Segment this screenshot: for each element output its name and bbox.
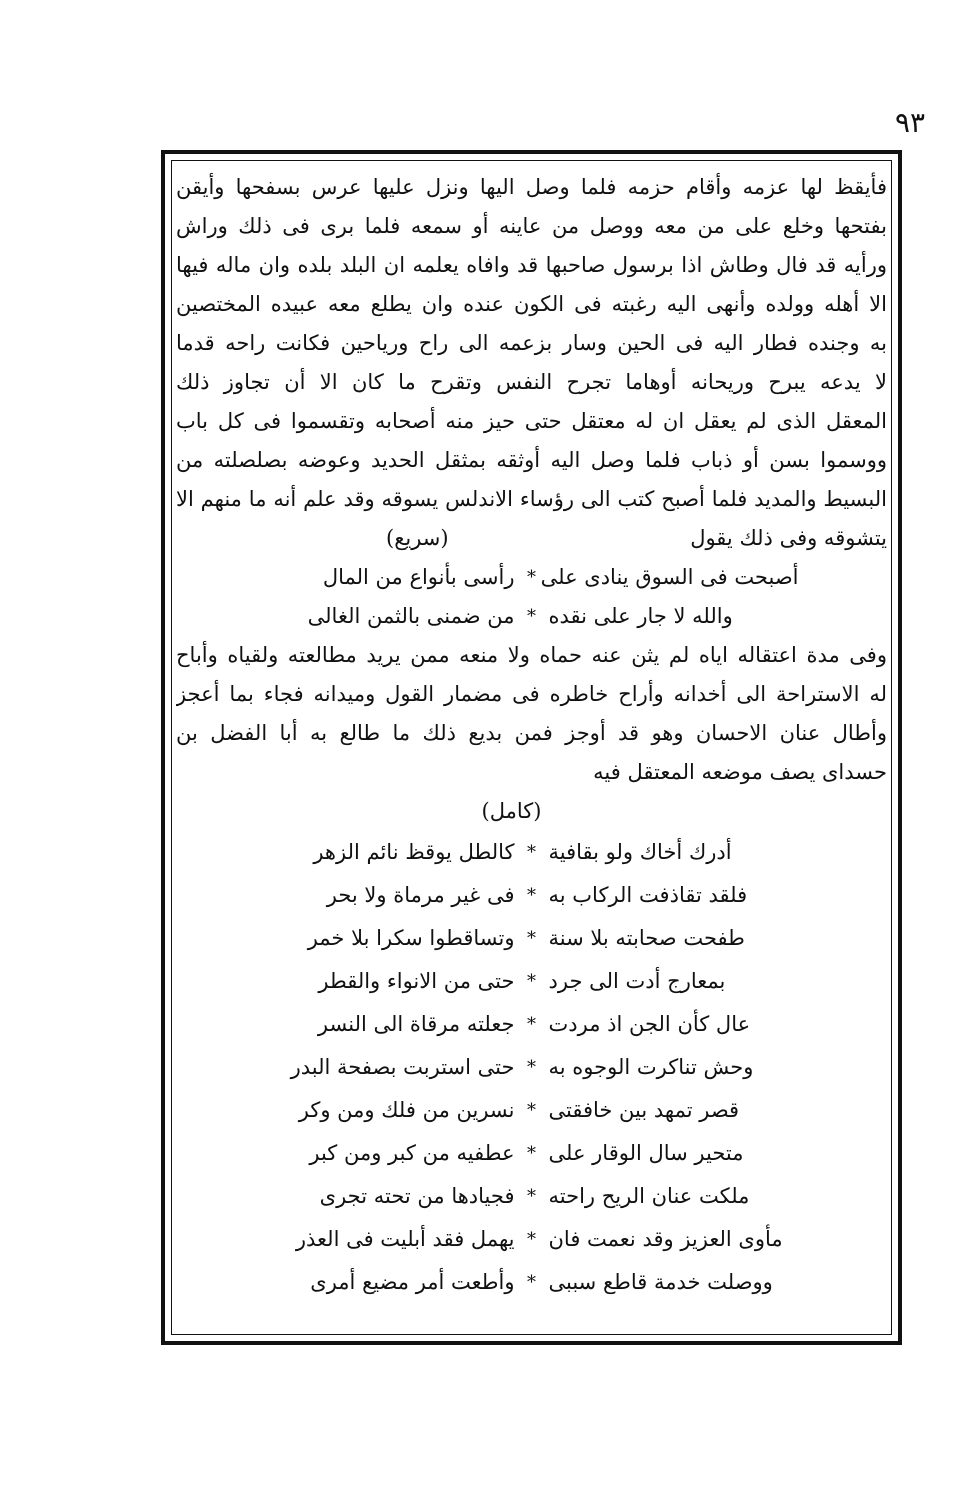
verse-separator: *	[527, 928, 536, 949]
meter-label: (كامل)	[481, 799, 542, 823]
verse-second-hemistich: كالطل يوقظ نائم الزهر	[313, 840, 515, 864]
verse	[176, 1218, 887, 1261]
verse-second-hemistich: وأطعت أمر مضيع أمرى	[310, 1270, 515, 1294]
meter-label: (سريع)	[386, 526, 449, 550]
prose-line: بفتحها وخلع على من معه ووصل من عاينه أو سمعه فلما برى فى ذلك وراش	[176, 214, 887, 238]
verse	[176, 874, 887, 917]
verse-first-hemistich: قصر تمهد بين خافقتى	[548, 1098, 740, 1122]
verse	[176, 1046, 887, 1089]
verse-second-hemistich: جعلته مرقاة الى النسر	[317, 1012, 515, 1036]
verse-separator: *	[527, 1100, 536, 1121]
verse-first-hemistich: مأوى العزيز وقد نعمت فان	[548, 1227, 783, 1251]
verse-second-hemistich: حتى استربت بصفحة البدر	[290, 1055, 515, 1079]
verse-separator: *	[527, 1186, 536, 1207]
verse-first-hemistich: أصبحت فى السوق ينادى على	[540, 565, 799, 589]
verse	[176, 831, 887, 874]
verse-second-hemistich: عطفيه من كبر ومن كبر	[309, 1141, 515, 1165]
text-block	[168, 158, 895, 1338]
verse	[176, 1089, 887, 1132]
verse-separator: *	[527, 567, 536, 588]
prose-line: به وجنده فطار اليه فى الحين وسار بزعمه الى راح ورياحين فكانت راحه قدما	[176, 331, 887, 355]
verse-separator: *	[527, 1014, 536, 1035]
verse-second-hemistich: فى غير مرماة ولا بحر	[326, 883, 515, 907]
verse-first-hemistich: وحش تناكرت الوجوه به	[548, 1055, 754, 1079]
prose-line: الا أهله وولده وأنهى اليه رغبته فى الكون عنده وان يطلع معه عبيده المختصين	[176, 292, 887, 316]
verse	[176, 1003, 887, 1046]
verse	[176, 960, 887, 1003]
prose-line: ورأيه قد فال وطاش اذا برسول صاحبها قد وافاه يعلمه ان البلد بلده وان ماله فيها	[176, 253, 887, 277]
verse	[176, 1132, 887, 1175]
verse-separator: *	[527, 1143, 536, 1164]
verse	[176, 1261, 887, 1304]
verse-second-hemistich: يهمل فقد أبليت فى العذر	[295, 1227, 515, 1251]
verse-separator: *	[527, 1229, 536, 1250]
prose-line: البسيط والمديد فلما أصبح كتب الى رؤساء الاندلس يسوقه وقد علم أنه ما منهم الا	[176, 487, 887, 511]
verse-separator: *	[527, 885, 536, 906]
verse-second-hemistich: رأسى بأنواع من المال	[322, 565, 515, 589]
verse	[176, 1175, 887, 1218]
prose-line: لا يدعه يبرح وريحانه أوهاما تجرح النفس وتقرح ما كان الا أن تجاوز ذلك	[176, 370, 887, 394]
prose-line: فأيقظ لها عزمه وأقام حزمه فلما وصل اليها ونزل عليها عرس بسفحها وأيقن	[176, 175, 887, 199]
verse-separator: *	[527, 1272, 536, 1293]
prose-line: ووسموا بسن أو ذباب فلما وصل اليه أوثقه بمثقل الحديد وعوضه بصلصلته من	[176, 448, 887, 472]
page-number: ٩٣	[895, 106, 926, 139]
prose-line: المعقل الذى لم يعقل ان له معتقل حتى حيز منه أصحابه وتقسموا فى كل باب	[176, 409, 887, 433]
verse-second-hemistich: من ضمنى بالثمن الغالى	[307, 604, 515, 628]
verse-second-hemistich: حتى من الانواء والقطر	[318, 969, 515, 993]
verse-separator: *	[527, 842, 536, 863]
verse-second-hemistich: وتساقطوا سكرا بلا خمر	[307, 926, 515, 950]
prose-line-end: يتشوقه وفى ذلك يقول	[690, 526, 887, 550]
verse-first-hemistich: متحير سال الوقار على	[548, 1141, 744, 1165]
prose-line: وأطال عنان الاحسان وهو قد أوجز فمن بديع ذلك ما طالع به أبا الفضل بن	[176, 721, 887, 745]
prose-line-with-meter	[176, 519, 887, 558]
verse-separator: *	[527, 971, 536, 992]
verse-first-hemistich: أدرك أخاك ولو بقافية	[548, 840, 732, 864]
verse-first-hemistich: عال كأن الجن اذ مردت	[548, 1012, 751, 1036]
verse-first-hemistich: ملكت عنان الريح راحته	[548, 1184, 750, 1208]
prose-line: وفى مدة اعتقاله اياه لم يثن عنه حماه ولا منعه ممن يريد مطالعته ولقياه وأباح	[176, 643, 887, 667]
verse-separator: *	[527, 1057, 536, 1078]
verse-first-hemistich: ووصلت خدمة قاطع سببى	[548, 1270, 773, 1294]
verse-first-hemistich: طفحت صحابته بلا سنة	[548, 926, 745, 950]
verse-first-hemistich: فلقد تقاذفت الركاب به	[548, 883, 748, 907]
prose-line-short: حسداى يصف موضعه المعتقل فيه	[593, 760, 887, 784]
verse	[176, 917, 887, 960]
verse-second-hemistich: نسرين من فلك ومن وكر	[298, 1098, 515, 1122]
verse	[176, 558, 887, 597]
verse-second-hemistich: فجيادها من تحته تجرى	[319, 1184, 515, 1208]
prose-line: له الاستراحة الى أخدانه وأراح خاطره فى مضمار القول وميدانه فجاء بما أعجز	[176, 682, 887, 706]
verse-separator: *	[527, 606, 536, 627]
verse	[176, 597, 887, 636]
verse-first-hemistich: بمعارج أدت الى جرد	[548, 969, 726, 993]
verse-first-hemistich: والله لا جار على نقده	[548, 604, 733, 628]
